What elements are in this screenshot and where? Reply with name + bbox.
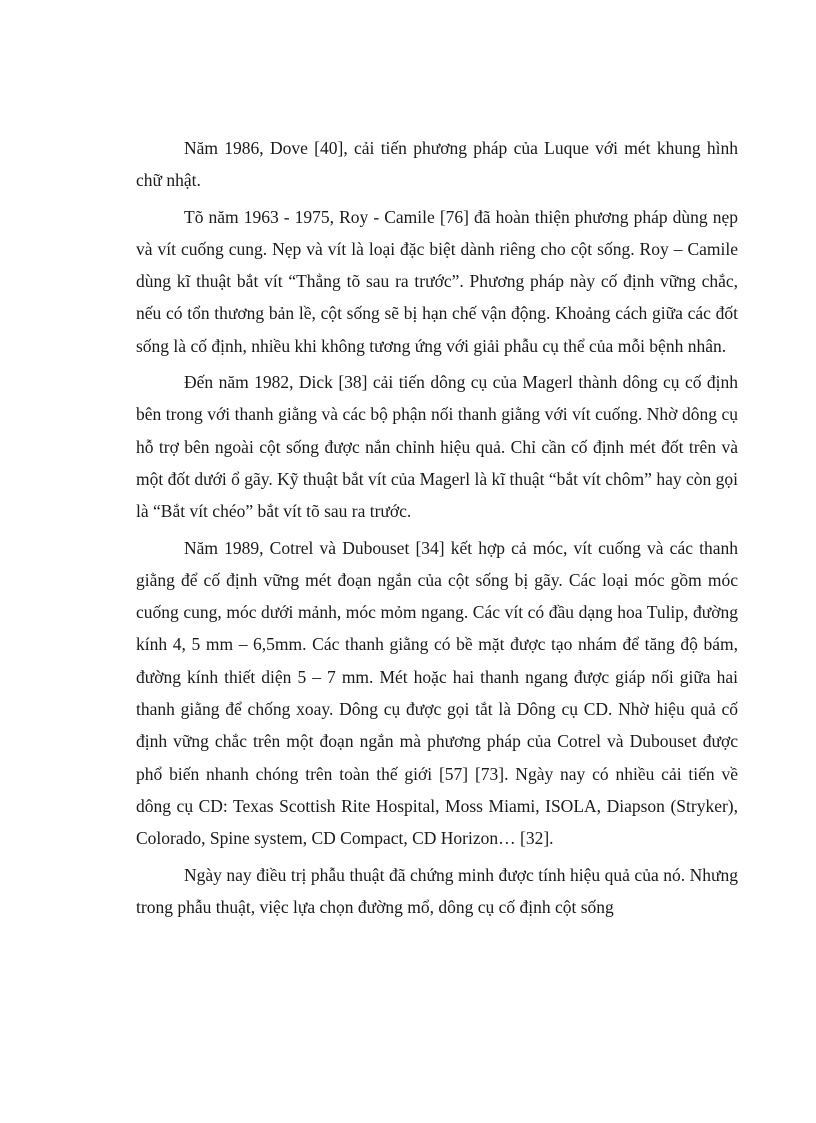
paragraph-cotrel-dubouset: Năm 1989, Cotrel và Dubouset [34] kết hợp cả móc, vít cuống và các thanh giằng để cố định vững mét đoạn ngắn của cột sống bị gãy. Các loại móc gồm móc cuống cung, móc dưới mảnh, móc mỏm ngang. Các vít có đầu dạng hoa Tulip, đường kính 4, 5 mm – 6,5mm. Các thanh giằng có bề mặt được tạo nhám để tăng độ bám, đường kính thiết diện 5 – 7 mm. Mét hoặc hai thanh ngang được giáp nối giữa hai thanh giằng để chống xoay. Dông cụ được gọi tắt là Dông cụ CD. Nhờ hiệu quả cố định vững chắc trên một đoạn ngắn mà phương pháp của Cotrel và Dubouset được phổ biến nhanh chóng trên toàn thế giới [57] [73]. Ngày nay có nhiều cải tiến về dông cụ CD: Texas Scottish Rite Hospital, Moss Miami, ISOLA, Diapson (Stryker), Colorado, Spine system, CD Compact, CD Horizon… [32]. bbox=[136, 537, 738, 849]
paragraph-dick: Đến năm 1982, Dick [38] cải tiến dông cụ của Magerl thành dông cụ cố định bên trong với thanh giằng và các bộ phận nối thanh giằng với vít cuống. Nhờ dông cụ hỗ trợ bên ngoài cột sống được nắn chỉnh hiệu quả. Chỉ cần cố định mét đốt trên và một đốt dưới ổ gãy. Kỹ thuật bắt vít của Magerl là kĩ thuật “bắt vít chôm” hay còn gọi là “Bắt vít chéo” bắt vít tõ sau ra trước. bbox=[136, 372, 738, 522]
paragraph-surgery-today: Ngày nay điều trị phẫu thuật đã chứng minh được tính hiệu quả của nó. Nhưng trong phẫu thuật, việc lựa chọn đường mổ, dông cụ cố định cột sống bbox=[136, 864, 738, 917]
paragraph-dove: Năm 1986, Dove [40], cải tiến phương pháp của Luque với mét khung hình chữ nhật. bbox=[136, 138, 738, 191]
document-body bbox=[136, 132, 738, 927]
paragraph-roy-camile: Tõ năm 1963 - 1975, Roy - Camile [76] đã hoàn thiện phương pháp dùng nẹp và vít cuống cung. Nẹp và vít là loại đặc biệt dành riêng cho cột sống. Roy – Camile dùng kĩ thuật bắt vít “Thẳng tõ sau ra trước”. Phương pháp này cố định vững chắc, nếu có tổn thương bản lề, cột sống sẽ bị hạn chế vận động. Khoảng cách giữa các đốt sống là cố định, nhiều khi không tương ứng với giải phẫu cụ thể của mỗi bệnh nhân. bbox=[136, 206, 738, 356]
